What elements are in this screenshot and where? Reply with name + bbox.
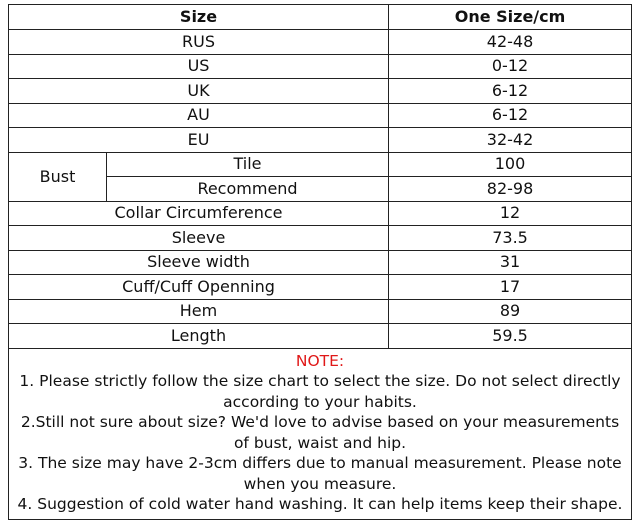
header-size-label: Size — [9, 5, 389, 30]
row-value: 6-12 — [389, 79, 632, 104]
table-row — [9, 128, 632, 153]
row-value: 0-12 — [389, 54, 632, 79]
row-label: RUS — [9, 30, 389, 55]
note-line: 1. Please strictly follow the size chart to select the size. Do not select directly according to your habits. — [19, 372, 621, 411]
row-value: 6-12 — [389, 103, 632, 128]
measurement-value: 59.5 — [389, 324, 632, 349]
row-value: 32-42 — [389, 128, 632, 153]
bust-sub-value: 100 — [389, 152, 632, 177]
table-row — [9, 226, 632, 251]
measurement-label: Length — [9, 324, 389, 349]
measurement-value: 31 — [389, 250, 632, 275]
table-row — [9, 79, 632, 104]
table-header-row — [9, 5, 632, 30]
table-row — [9, 250, 632, 275]
size-table — [8, 4, 632, 520]
measurement-value: 73.5 — [389, 226, 632, 251]
bust-sub-label: Recommend — [107, 177, 389, 202]
row-label: US — [9, 54, 389, 79]
table-row — [9, 103, 632, 128]
note-line: 4. Suggestion of cold water hand washing. It can help items keep their shape. — [17, 495, 623, 513]
size-chart — [8, 4, 631, 520]
table-row — [9, 299, 632, 324]
note-cell — [9, 348, 632, 519]
note-line: 2.Still not sure about size? We'd love to advise based on your measurements of bust, waist and hip. — [20, 413, 620, 452]
measurement-label: Cuff/Cuff Openning — [9, 275, 389, 300]
table-row — [9, 54, 632, 79]
measurement-label: Sleeve width — [9, 250, 389, 275]
note-line: 3. The size may have 2-3cm differs due to manual measurement. Please note when you measure. — [18, 454, 622, 493]
header-value-label: One Size/cm — [389, 5, 632, 30]
measurement-value: 89 — [389, 299, 632, 324]
note-row — [9, 348, 632, 519]
row-value: 42-48 — [389, 30, 632, 55]
bust-label: Bust — [9, 152, 107, 201]
table-row — [9, 30, 632, 55]
row-label: UK — [9, 79, 389, 104]
measurement-value: 12 — [389, 201, 632, 226]
table-row-bust-tile — [9, 152, 632, 177]
measurement-label: Hem — [9, 299, 389, 324]
row-label: AU — [9, 103, 389, 128]
row-label: EU — [9, 128, 389, 153]
table-row — [9, 324, 632, 349]
measurement-label: Sleeve — [9, 226, 389, 251]
measurement-label: Collar Circumference — [9, 201, 389, 226]
bust-sub-value: 82-98 — [389, 177, 632, 202]
table-row — [9, 201, 632, 226]
table-row — [9, 275, 632, 300]
bust-sub-label: Tile — [107, 152, 389, 177]
note-title: NOTE: — [295, 351, 345, 370]
measurement-value: 17 — [389, 275, 632, 300]
